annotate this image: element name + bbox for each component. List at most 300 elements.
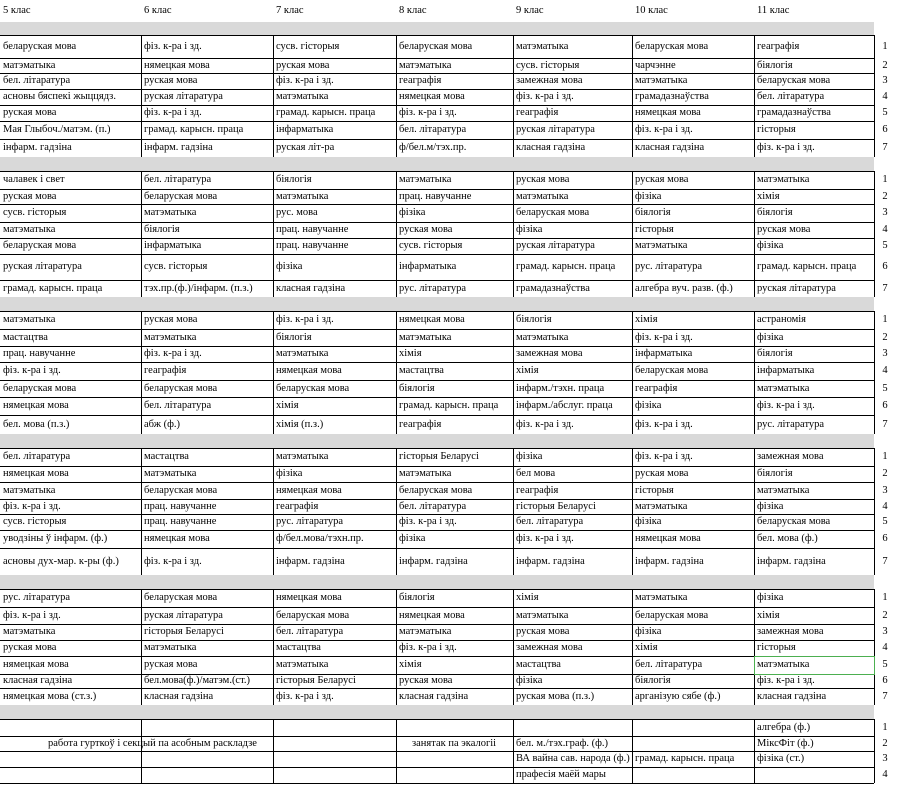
lesson-cell[interactable]: тэх.пр.(ф.)/інфарм. (п.з.) (144, 283, 253, 294)
lesson-cell[interactable]: геаграфія (276, 501, 319, 512)
lesson-cell[interactable]: мастацтва (276, 642, 321, 653)
grid-line (874, 719, 875, 783)
lesson-cell[interactable]: беларуская мова (276, 383, 350, 394)
lesson-cell[interactable]: фіз. к-ра і зд. (757, 142, 815, 153)
lesson-cell[interactable]: руская літаратура (144, 91, 223, 102)
lesson-number: 7 (882, 556, 888, 567)
lesson-cell[interactable]: фіз. к-ра і зд. (276, 314, 334, 325)
lesson-cell[interactable]: фізіка (635, 400, 662, 411)
lesson-cell[interactable]: фіз. к-ра і зд. (144, 348, 202, 359)
lesson-cell[interactable]: грамад. карысн. праца (516, 261, 616, 272)
lesson-cell[interactable]: беларуская мова (757, 75, 831, 86)
lesson-cell[interactable]: матэматыка (516, 41, 569, 52)
lesson-cell[interactable]: арганізую сябе (ф.) (635, 691, 721, 702)
lesson-cell[interactable]: прац. навучанне (144, 516, 217, 527)
lesson-cell[interactable]: беларуская мова (635, 365, 709, 376)
lesson-number: 4 (882, 224, 888, 235)
lesson-cell[interactable]: матэматыка (3, 60, 56, 71)
lesson-number: 7 (882, 419, 888, 430)
lesson-number: 2 (882, 332, 888, 343)
lesson-cell[interactable]: матэматыка (635, 592, 688, 603)
lesson-number: 2 (882, 191, 888, 202)
extra-cell[interactable]: фізіка (ст.) (757, 753, 805, 764)
lesson-cell[interactable]: класная гадзіна (516, 142, 586, 153)
lesson-cell[interactable]: інфарматыка (757, 365, 815, 376)
extra-cell[interactable]: бел. м./тэх.граф. (ф.) (516, 738, 609, 749)
lesson-cell[interactable]: інфарм. гадзіна (635, 556, 704, 567)
lesson-cell[interactable]: фіз. к-ра і зд. (3, 365, 61, 376)
column-header: 5 клас (3, 5, 31, 16)
lesson-cell[interactable]: замежная мова (516, 642, 583, 653)
lesson-cell[interactable]: гісторыя Беларусі (399, 451, 479, 462)
lesson-cell[interactable]: фіз. к-ра і зд. (516, 533, 574, 544)
lesson-cell[interactable]: Мая Глыбоч./матэм. (п.) (3, 124, 111, 135)
lesson-cell[interactable]: беларуская мова (144, 191, 218, 202)
lesson-cell[interactable]: беларуская мова (399, 485, 473, 496)
lesson-cell[interactable]: руская мова (635, 468, 689, 479)
lesson-cell[interactable]: фізіка (757, 501, 784, 512)
lesson-cell[interactable]: прац. навучанне (276, 240, 349, 251)
lesson-cell[interactable]: класная гадзіна (399, 691, 469, 702)
lesson-cell[interactable]: інфарм. гадзіна (144, 142, 213, 153)
grid-line (874, 35, 875, 157)
lesson-cell[interactable]: нямецкая мова (399, 91, 465, 102)
lesson-cell[interactable]: хімія (276, 400, 299, 411)
lesson-cell[interactable]: абж (ф.) (144, 419, 181, 430)
lesson-cell[interactable]: фізіка (399, 533, 426, 544)
lesson-cell[interactable]: нямецкая мова (276, 485, 342, 496)
lesson-cell[interactable]: фіз. к-ра і зд. (144, 41, 202, 52)
grid-line (0, 767, 874, 768)
lesson-cell[interactable]: уводзіны ў інфарм. (ф.) (3, 533, 108, 544)
lesson-cell[interactable]: біялогія (635, 207, 671, 218)
day-separator (0, 157, 874, 171)
lesson-cell[interactable]: нямецкая мова (144, 533, 210, 544)
grid-line (0, 783, 874, 784)
lesson-cell[interactable]: руская мова (635, 174, 689, 185)
lesson-cell[interactable]: руская мова (3, 642, 57, 653)
lesson-cell[interactable]: грамад. карысн. праца (757, 261, 857, 272)
lesson-cell[interactable]: інфарм. гадзіна (399, 556, 468, 567)
lesson-cell[interactable]: астраномія (757, 314, 807, 325)
lesson-cell[interactable]: мастацтва (399, 365, 444, 376)
lesson-cell[interactable]: руская мова (3, 191, 57, 202)
lesson-cell[interactable]: гісторыя (757, 642, 796, 653)
lesson-cell[interactable]: бел.мова(ф.)/матэм.(ст.) (144, 675, 251, 686)
lesson-cell[interactable]: бел. літаратура (757, 91, 825, 102)
lesson-cell[interactable]: фізіка (757, 332, 784, 343)
lesson-cell[interactable]: руская мова (276, 60, 330, 71)
lesson-cell[interactable]: хімія (516, 592, 539, 603)
lesson-cell[interactable]: руская літаратура (757, 283, 836, 294)
lesson-cell[interactable]: руская мова (757, 224, 811, 235)
lesson-cell[interactable]: беларуская мова (3, 41, 77, 52)
lesson-number: 1 (882, 174, 888, 185)
lesson-cell[interactable]: біялогія (635, 675, 671, 686)
lesson-cell[interactable]: алгебра вуч. разв. (ф.) (635, 283, 733, 294)
lesson-cell[interactable]: фізіка (516, 224, 543, 235)
lesson-cell[interactable]: фіз. к-ра і зд. (516, 419, 574, 430)
lesson-cell[interactable]: геаграфія (635, 383, 678, 394)
lesson-cell[interactable]: біялогія (276, 332, 312, 343)
lesson-cell[interactable]: фізіка (635, 626, 662, 637)
lesson-cell[interactable]: класная гадзіна (3, 675, 73, 686)
lesson-cell[interactable]: геаграфія (399, 419, 442, 430)
lesson-cell[interactable]: прац. навучанне (276, 224, 349, 235)
lesson-cell[interactable]: хімія (635, 642, 658, 653)
lesson-cell[interactable]: беларуская мова (144, 485, 218, 496)
lesson-cell[interactable]: фізіка (276, 468, 303, 479)
lesson-cell[interactable]: матэматыка (516, 610, 569, 621)
lesson-cell[interactable]: бел. літаратура (3, 75, 71, 86)
lesson-cell[interactable]: замежная мова (516, 348, 583, 359)
lesson-cell[interactable]: нямецкая мова (3, 468, 69, 479)
lesson-cell[interactable]: біялогія (399, 383, 435, 394)
lesson-cell[interactable]: замежная мова (757, 626, 824, 637)
lesson-number: 1 (882, 41, 888, 52)
lesson-cell[interactable]: нямецкая мова (399, 610, 465, 621)
lesson-cell[interactable]: руская мова (144, 314, 198, 325)
lesson-cell[interactable]: бел. літаратура (144, 400, 212, 411)
lesson-cell[interactable]: асновы бяспекі жыццядз. (3, 91, 116, 102)
lesson-number: 6 (882, 124, 888, 135)
lesson-cell[interactable]: матэматыка (144, 642, 197, 653)
lesson-number: 5 (882, 516, 888, 527)
lesson-cell[interactable]: матэматыка (516, 191, 569, 202)
lesson-cell[interactable]: замежная мова (757, 451, 824, 462)
lesson-cell[interactable]: мастацтва (144, 451, 189, 462)
lesson-cell[interactable]: фіз. к-ра і зд. (3, 610, 61, 621)
grid-line (874, 311, 875, 434)
lesson-number: 5 (882, 240, 888, 251)
lesson-cell[interactable]: бел. мова (п.з.) (3, 419, 70, 430)
lesson-cell[interactable]: замежная мова (516, 75, 583, 86)
extra-cell[interactable]: ВА вайна сав. народа (ф.) (516, 753, 630, 764)
lesson-cell[interactable]: біялогія (399, 592, 435, 603)
lesson-cell[interactable]: фіз. к-ра і зд. (516, 91, 574, 102)
lesson-cell[interactable]: матэматыка (3, 626, 56, 637)
lesson-cell[interactable]: гісторыя (757, 124, 796, 135)
lesson-cell[interactable]: фіз. к-ра і зд. (635, 419, 693, 430)
lesson-cell[interactable]: матэматыка (144, 332, 197, 343)
lesson-cell[interactable]: класная гадзіна (276, 283, 346, 294)
lesson-cell[interactable]: бел. літаратура (144, 174, 212, 185)
grid-line (396, 719, 397, 783)
lesson-cell[interactable]: фіз. к-ра і зд. (635, 124, 693, 135)
lesson-number: 6 (882, 675, 888, 686)
lesson-cell[interactable]: біялогія (144, 224, 180, 235)
lesson-cell[interactable]: інфарм./тэхн. праца (516, 383, 605, 394)
extra-cell[interactable]: МіксФіт (ф.) (757, 738, 814, 749)
lesson-cell[interactable]: геаграфія (144, 365, 187, 376)
lesson-cell[interactable]: матэматыка (3, 485, 56, 496)
column-header: 11 клас (757, 5, 790, 16)
lesson-cell[interactable]: хімія (635, 314, 658, 325)
lesson-cell[interactable]: інфарм. гадзіна (757, 556, 826, 567)
lesson-cell[interactable]: фіз. к-ра і зд. (276, 75, 334, 86)
lesson-cell[interactable]: сусв. гісторыя (276, 41, 340, 52)
lesson-cell[interactable]: матэматыка (144, 207, 197, 218)
lesson-cell[interactable]: матэматыка (757, 485, 810, 496)
lesson-cell[interactable]: беларуская мова (3, 240, 77, 251)
lesson-cell[interactable]: матэматыка (276, 348, 329, 359)
lesson-cell[interactable]: фізіка (276, 261, 303, 272)
lesson-cell[interactable]: фізіка (399, 207, 426, 218)
lesson-number: 4 (882, 769, 888, 780)
lesson-cell[interactable]: беларуская мова (516, 207, 590, 218)
lesson-cell[interactable]: грамад. карысн. праца (144, 124, 244, 135)
lesson-cell[interactable]: хімія (516, 365, 539, 376)
lesson-cell[interactable]: прац. навучанне (399, 191, 472, 202)
lesson-cell[interactable]: фіз. к-ра і зд. (757, 675, 815, 686)
lesson-cell[interactable]: бел. літаратура (399, 501, 467, 512)
lesson-cell[interactable]: біялогія (757, 207, 793, 218)
lesson-cell[interactable]: мастацтва (516, 659, 561, 670)
lesson-cell[interactable]: беларуская мова (144, 383, 218, 394)
lesson-cell[interactable]: беларуская мова (399, 41, 473, 52)
lesson-cell[interactable]: гісторыя (635, 224, 674, 235)
lesson-cell[interactable]: біялогія (757, 60, 793, 71)
lesson-cell[interactable]: гісторыя Беларусі (516, 501, 596, 512)
lesson-cell[interactable]: матэматыка (399, 174, 452, 185)
lesson-cell[interactable]: рус. мова (276, 207, 318, 218)
lesson-cell[interactable]: геаграфія (399, 75, 442, 86)
lesson-cell[interactable]: руская літ-ра (276, 142, 335, 153)
lesson-cell[interactable]: руская мова (516, 626, 570, 637)
lesson-number: 3 (882, 753, 888, 764)
lesson-cell[interactable]: матэматыка (3, 224, 56, 235)
lesson-cell[interactable]: матэматыка (144, 468, 197, 479)
lesson-cell[interactable]: фіз. к-ра і зд. (276, 691, 334, 702)
lesson-cell[interactable]: гісторыя Беларусі (144, 626, 224, 637)
lesson-cell[interactable]: матэматыка (399, 60, 452, 71)
lesson-cell[interactable]: матэматыка (635, 75, 688, 86)
lesson-cell[interactable]: інфарматыка (144, 240, 202, 251)
lesson-cell[interactable]: руская літаратура (144, 610, 223, 621)
lesson-cell[interactable]: рус. літаратура (635, 261, 703, 272)
day-separator (0, 705, 874, 719)
lesson-number: 3 (882, 626, 888, 637)
clubs-note: работа гурткоў і секцый па асобным раскладзе (48, 738, 257, 749)
lesson-cell[interactable]: класная гадзіна (635, 142, 705, 153)
lesson-cell[interactable]: фіз. к-ра і зд. (635, 332, 693, 343)
lesson-cell[interactable]: фізіка (635, 516, 662, 527)
lesson-cell[interactable]: беларуская мова (757, 516, 831, 527)
lesson-cell[interactable]: беларуская мова (635, 610, 709, 621)
lesson-cell[interactable]: матэматыка (3, 314, 56, 325)
lesson-cell[interactable]: грамад. карысн. праца (399, 400, 499, 411)
lesson-number: 1 (882, 314, 888, 325)
lesson-number: 3 (882, 75, 888, 86)
lesson-cell[interactable]: матэматыка (757, 383, 810, 394)
lesson-cell[interactable]: прац. навучанне (144, 501, 217, 512)
lesson-cell[interactable]: матэматыка (635, 240, 688, 251)
lesson-number: 2 (882, 610, 888, 621)
lesson-cell[interactable]: чалавек і свет (3, 174, 65, 185)
lesson-cell[interactable]: беларуская мова (276, 610, 350, 621)
lesson-cell[interactable]: матэматыка (516, 332, 569, 343)
lesson-cell[interactable]: бел. літаратура (516, 516, 584, 527)
lesson-cell[interactable]: рус. літаратура (3, 592, 71, 603)
lesson-cell[interactable]: руская мова (516, 174, 570, 185)
lesson-cell[interactable]: фізіка (516, 675, 543, 686)
lesson-cell[interactable]: руская літаратура (516, 240, 595, 251)
lesson-cell[interactable]: грамадазнаўства (635, 91, 709, 102)
lesson-cell[interactable]: інфарматыка (399, 261, 457, 272)
lesson-cell[interactable]: руская мова (п.з.) (516, 691, 595, 702)
lesson-cell[interactable]: хімія (399, 348, 422, 359)
lesson-number: 5 (882, 107, 888, 118)
lesson-number: 4 (882, 91, 888, 102)
lesson-cell[interactable]: бел. літаратура (635, 659, 703, 670)
lesson-cell[interactable]: прац. навучанне (3, 348, 76, 359)
column-header: 8 клас (399, 5, 427, 16)
lesson-cell[interactable]: нямецкая мова (635, 533, 701, 544)
lesson-cell[interactable]: руская літаратура (516, 124, 595, 135)
lesson-cell[interactable]: матэматыка (757, 174, 810, 185)
lesson-cell[interactable]: фіз. к-ра і зд. (144, 556, 202, 567)
lesson-cell[interactable]: сусв. гісторыя (3, 516, 67, 527)
lesson-cell[interactable]: біялогія (757, 468, 793, 479)
lesson-cell[interactable]: фізіка (757, 592, 784, 603)
lesson-cell[interactable]: руская мова (144, 75, 198, 86)
lesson-cell[interactable]: нямецкая мова (ст.з.) (3, 691, 97, 702)
lesson-cell[interactable]: сусв. гісторыя (399, 240, 463, 251)
lesson-cell[interactable]: рус. літаратура (276, 516, 344, 527)
lesson-cell[interactable]: сусв. гісторыя (3, 207, 67, 218)
lesson-cell[interactable]: хімія (757, 191, 780, 202)
lesson-cell[interactable]: матэматыка (399, 468, 452, 479)
extra-cell[interactable]: алгебра (ф.) (757, 722, 811, 733)
grid-line (874, 589, 875, 705)
lesson-cell[interactable]: нямецкая мова (3, 659, 69, 670)
lesson-cell[interactable]: нямецкая мова (399, 314, 465, 325)
lesson-cell[interactable]: беларуская мова (3, 383, 77, 394)
lesson-cell[interactable]: мастацтва (3, 332, 48, 343)
lesson-cell[interactable]: фіз. к-ра і зд. (757, 400, 815, 411)
lesson-cell[interactable]: фіз. к-ра і зд. (399, 516, 457, 527)
lesson-cell[interactable]: матэматыка (399, 332, 452, 343)
lesson-cell[interactable]: сусв. гісторыя (144, 261, 208, 272)
lesson-cell[interactable]: ф/бел.мова/тэхн.пр. (276, 533, 364, 544)
lesson-cell[interactable]: нямецкая мова (276, 365, 342, 376)
lesson-cell[interactable]: геаграфія (757, 41, 800, 52)
lesson-cell[interactable]: матэматыка (276, 191, 329, 202)
lesson-cell[interactable]: матэматыка (635, 501, 688, 512)
lesson-cell[interactable]: класная гадзіна (144, 691, 214, 702)
lesson-cell[interactable]: беларуская мова (144, 592, 218, 603)
lesson-cell[interactable]: гісторыя (635, 485, 674, 496)
lesson-cell[interactable]: фізіка (757, 240, 784, 251)
lesson-cell[interactable]: бел мова (516, 468, 556, 479)
selected-cell[interactable] (754, 656, 875, 675)
lesson-cell[interactable]: сусв. гісторыя (516, 60, 580, 71)
lesson-cell[interactable]: гісторыя Беларусі (276, 675, 356, 686)
lesson-cell[interactable]: фіз. к-ра і зд. (399, 642, 457, 653)
lesson-cell[interactable]: фіз. к-ра і зд. (144, 107, 202, 118)
lesson-cell[interactable]: беларуская мова (635, 41, 709, 52)
lesson-number: 2 (882, 738, 888, 749)
lesson-cell[interactable]: грамадазнаўства (757, 107, 831, 118)
lesson-cell[interactable]: матэматыка (399, 626, 452, 637)
lesson-number: 6 (882, 400, 888, 411)
lesson-number: 4 (882, 501, 888, 512)
lesson-cell[interactable]: інфарм. гадзіна (516, 556, 585, 567)
lesson-cell[interactable]: хімія (п.з.) (276, 419, 324, 430)
lesson-cell[interactable]: геаграфія (516, 485, 559, 496)
lesson-cell[interactable]: ф/бел.м/тэх.пр. (399, 142, 467, 153)
lesson-cell[interactable]: біялогія (276, 174, 312, 185)
lesson-cell[interactable]: фіз. к-ра і зд. (3, 501, 61, 512)
lesson-cell[interactable]: інфарм. гадзіна (3, 142, 72, 153)
lesson-cell[interactable]: бел. літаратура (276, 626, 344, 637)
lesson-cell[interactable]: фізіка (635, 191, 662, 202)
lesson-cell[interactable]: інфарм./абслуг. праца (516, 400, 613, 411)
lesson-cell[interactable]: бел. літаратура (3, 451, 71, 462)
lesson-cell[interactable]: інфарм. гадзіна (276, 556, 345, 567)
extra-cell[interactable]: прафесія маёй мары (516, 769, 606, 780)
grid-line (0, 719, 874, 720)
lesson-cell[interactable]: грамад. карысн. праца (3, 283, 103, 294)
lesson-cell[interactable]: чарчэнне (635, 60, 676, 71)
lesson-cell[interactable]: нямецкая мова (276, 592, 342, 603)
lesson-cell[interactable]: руская мова (399, 675, 453, 686)
column-header: 10 клас (635, 5, 668, 16)
lesson-cell[interactable]: нямецкая мова (144, 60, 210, 71)
day-separator (0, 575, 874, 589)
lesson-cell[interactable]: рус. літаратура (757, 419, 825, 430)
lesson-cell[interactable]: грамадазнаўства (516, 283, 590, 294)
lesson-number: 3 (882, 207, 888, 218)
lesson-number: 7 (882, 142, 888, 153)
lesson-cell[interactable]: хімія (757, 610, 780, 621)
lesson-cell[interactable]: рус. літаратура (399, 283, 467, 294)
lesson-number: 2 (882, 468, 888, 479)
extra-cell[interactable]: грамад. карысн. праца (635, 753, 735, 764)
lesson-number: 5 (882, 383, 888, 394)
lesson-cell[interactable]: бел. літаратура (399, 124, 467, 135)
lesson-cell[interactable]: нямецкая мова (3, 400, 69, 411)
lesson-cell[interactable]: геаграфія (516, 107, 559, 118)
lesson-cell[interactable]: матэматыка (276, 451, 329, 462)
lesson-cell[interactable]: матэматыка (276, 659, 329, 670)
lesson-cell[interactable]: руская літаратура (3, 261, 82, 272)
lesson-cell[interactable]: біялогія (516, 314, 552, 325)
lesson-cell[interactable]: бел. мова (ф.) (757, 533, 818, 544)
lesson-cell[interactable]: біялогія (757, 348, 793, 359)
lesson-number: 7 (882, 691, 888, 702)
lesson-number: 3 (882, 485, 888, 496)
lesson-cell[interactable]: матэматыка (757, 659, 810, 670)
lesson-cell[interactable]: інфарматыка (635, 348, 693, 359)
lesson-cell[interactable]: фіз. к-ра і зд. (635, 451, 693, 462)
lesson-cell[interactable]: нямецкая мова (635, 107, 701, 118)
day-separator (0, 297, 874, 311)
lesson-cell[interactable]: матэматыка (276, 91, 329, 102)
lesson-cell[interactable]: класная гадзіна (757, 691, 827, 702)
lesson-cell[interactable]: руская мова (144, 659, 198, 670)
lesson-cell[interactable]: інфарматыка (276, 124, 334, 135)
lesson-number: 1 (882, 722, 888, 733)
lesson-cell[interactable]: асновы дух-мар. к-ры (ф.) (3, 556, 119, 567)
lesson-cell[interactable]: руская мова (3, 107, 57, 118)
lesson-cell[interactable]: хімія (399, 659, 422, 670)
lesson-cell[interactable]: фіз. к-ра і зд. (399, 107, 457, 118)
lesson-cell[interactable]: грамад. карысн. праца (276, 107, 376, 118)
lesson-cell[interactable]: руская мова (399, 224, 453, 235)
lesson-cell[interactable]: фізіка (516, 451, 543, 462)
day-separator (0, 434, 874, 448)
